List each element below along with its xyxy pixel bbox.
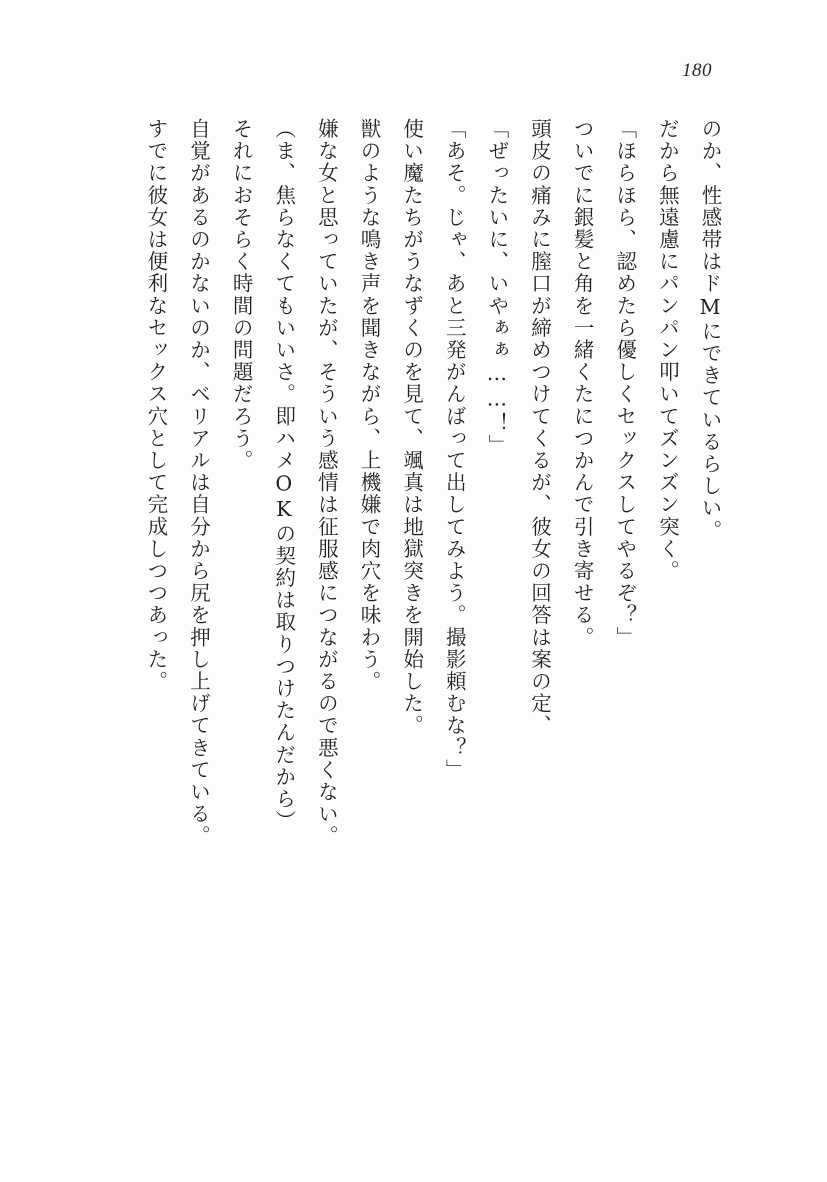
paragraph: 「ほらほら、認めたら優しくセックスしてやるぞ？」 bbox=[612, 118, 637, 649]
paragraph: ついでに銀髪と角を一緒くたにつかんで引き寄せる。 bbox=[570, 118, 595, 649]
paragraph: 自覚があるのかないのか、ベリアルは自分から尻を押し上げてきている。 bbox=[186, 118, 211, 848]
paragraph: 「あそ。じゃ、あと三発がんばって出してみよう。撮影頼むな？」 bbox=[442, 118, 467, 781]
paragraph: だから無遠慮にパンパン叩いてズンズン突く。 bbox=[655, 118, 680, 583]
paragraph: 使い魔たちがうなずくのを見て、颯真は地獄突きを開始した。 bbox=[399, 118, 424, 737]
paragraph: のか、性感帯はドMにできているらしい。 bbox=[698, 118, 722, 542]
paragraph: 頭皮の痛みに膣口が締めつけてくるが、彼女の回答は案の定、 bbox=[527, 118, 552, 737]
paragraph: すでに彼女は便利なセックス穴として完成しつつあった。 bbox=[143, 118, 168, 693]
paragraph: （ま、焦らなくてもいいさ。即ハメOKの契約は取りつけたんだから） bbox=[271, 118, 296, 833]
paragraph: 「ぜったいに、いやぁぁ……！」 bbox=[484, 118, 509, 457]
page-number: 180 bbox=[682, 60, 712, 81]
paragraph: 嫌な女と思っていたが、そういう感情は征服感につながるので悪くない。 bbox=[314, 118, 339, 848]
paragraph: 獣のような鳴き声を聞きながら、上機嫌で肉穴を味わう。 bbox=[357, 118, 381, 693]
body-text-block bbox=[71, 118, 731, 948]
paragraph: それにおそらく時間の問題だろう。 bbox=[229, 118, 254, 472]
